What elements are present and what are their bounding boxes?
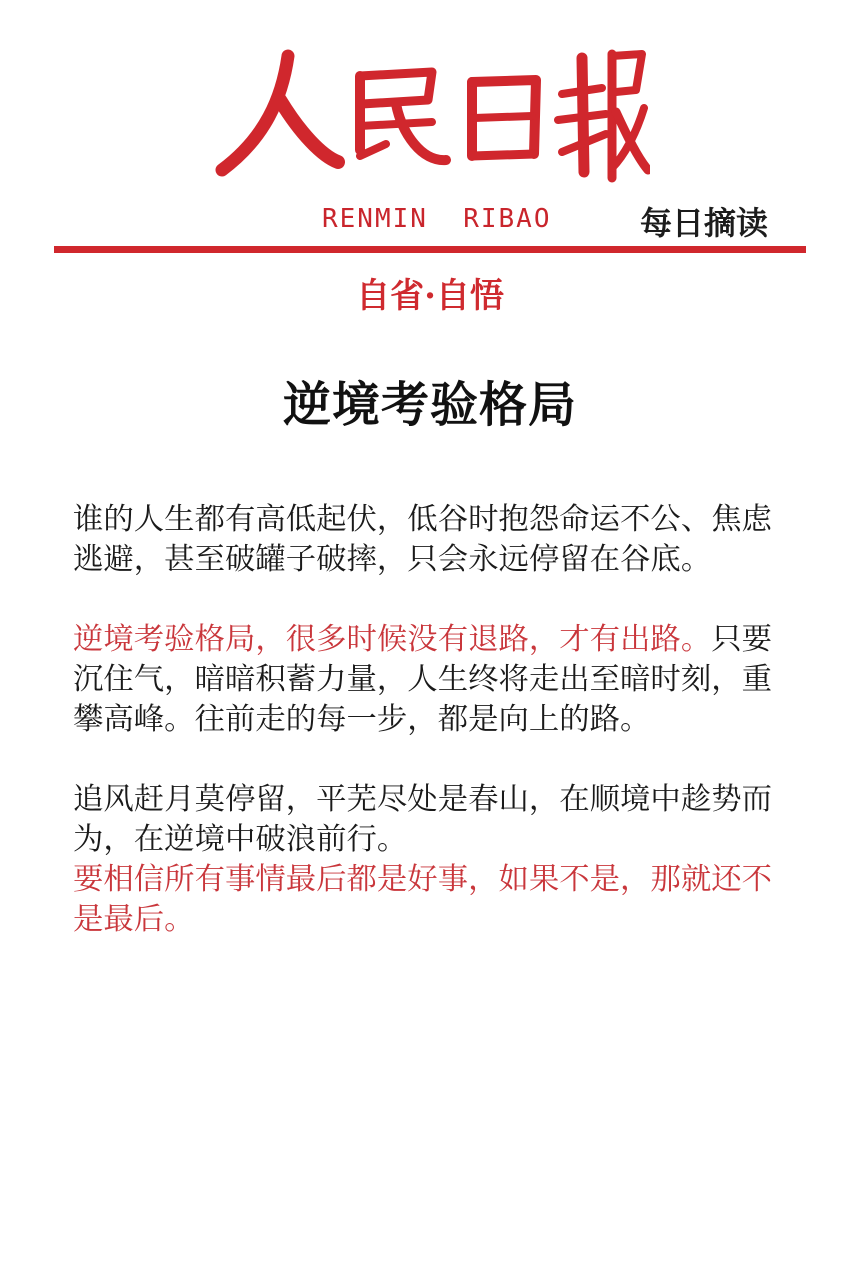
paragraph-3 — [73, 780, 789, 940]
renmin-ribao-logo — [210, 38, 650, 188]
article-body — [73, 500, 789, 980]
column-name: 每日摘读 — [640, 204, 769, 242]
paragraph-3-highlight: 要相信所有事情最后都是好事，如果不是，那就还不是最后。 — [73, 862, 772, 937]
paragraph-3-text: 追风赶月莫停留，平芜尽处是春山，在顺境中趁势而为，在逆境中破浪前行。 — [73, 782, 772, 857]
masthead-divider — [54, 246, 806, 253]
section-label: 自省·自悟 — [356, 276, 504, 316]
article-title: 逆境考验格局 — [282, 377, 577, 433]
masthead — [0, 0, 860, 316]
paragraph-2 — [73, 620, 789, 740]
paragraph-1: 谁的人生都有高低起伏，低谷时抱怨命运不公、焦虑逃避，甚至破罐子破摔，只会永远停留在谷底。 — [73, 502, 772, 577]
paragraph-2-text: 只要沉住气，暗暗积蓄力量，人生终将走出至暗时刻，重攀高峰。往前走的每一步，都是向上的路。 — [73, 622, 773, 737]
paragraph-2-highlight: 逆境考验格局，很多时候没有退路，才有出路。 — [73, 622, 712, 657]
masthead-pinyin: RENMIN RIBAO — [322, 204, 552, 234]
